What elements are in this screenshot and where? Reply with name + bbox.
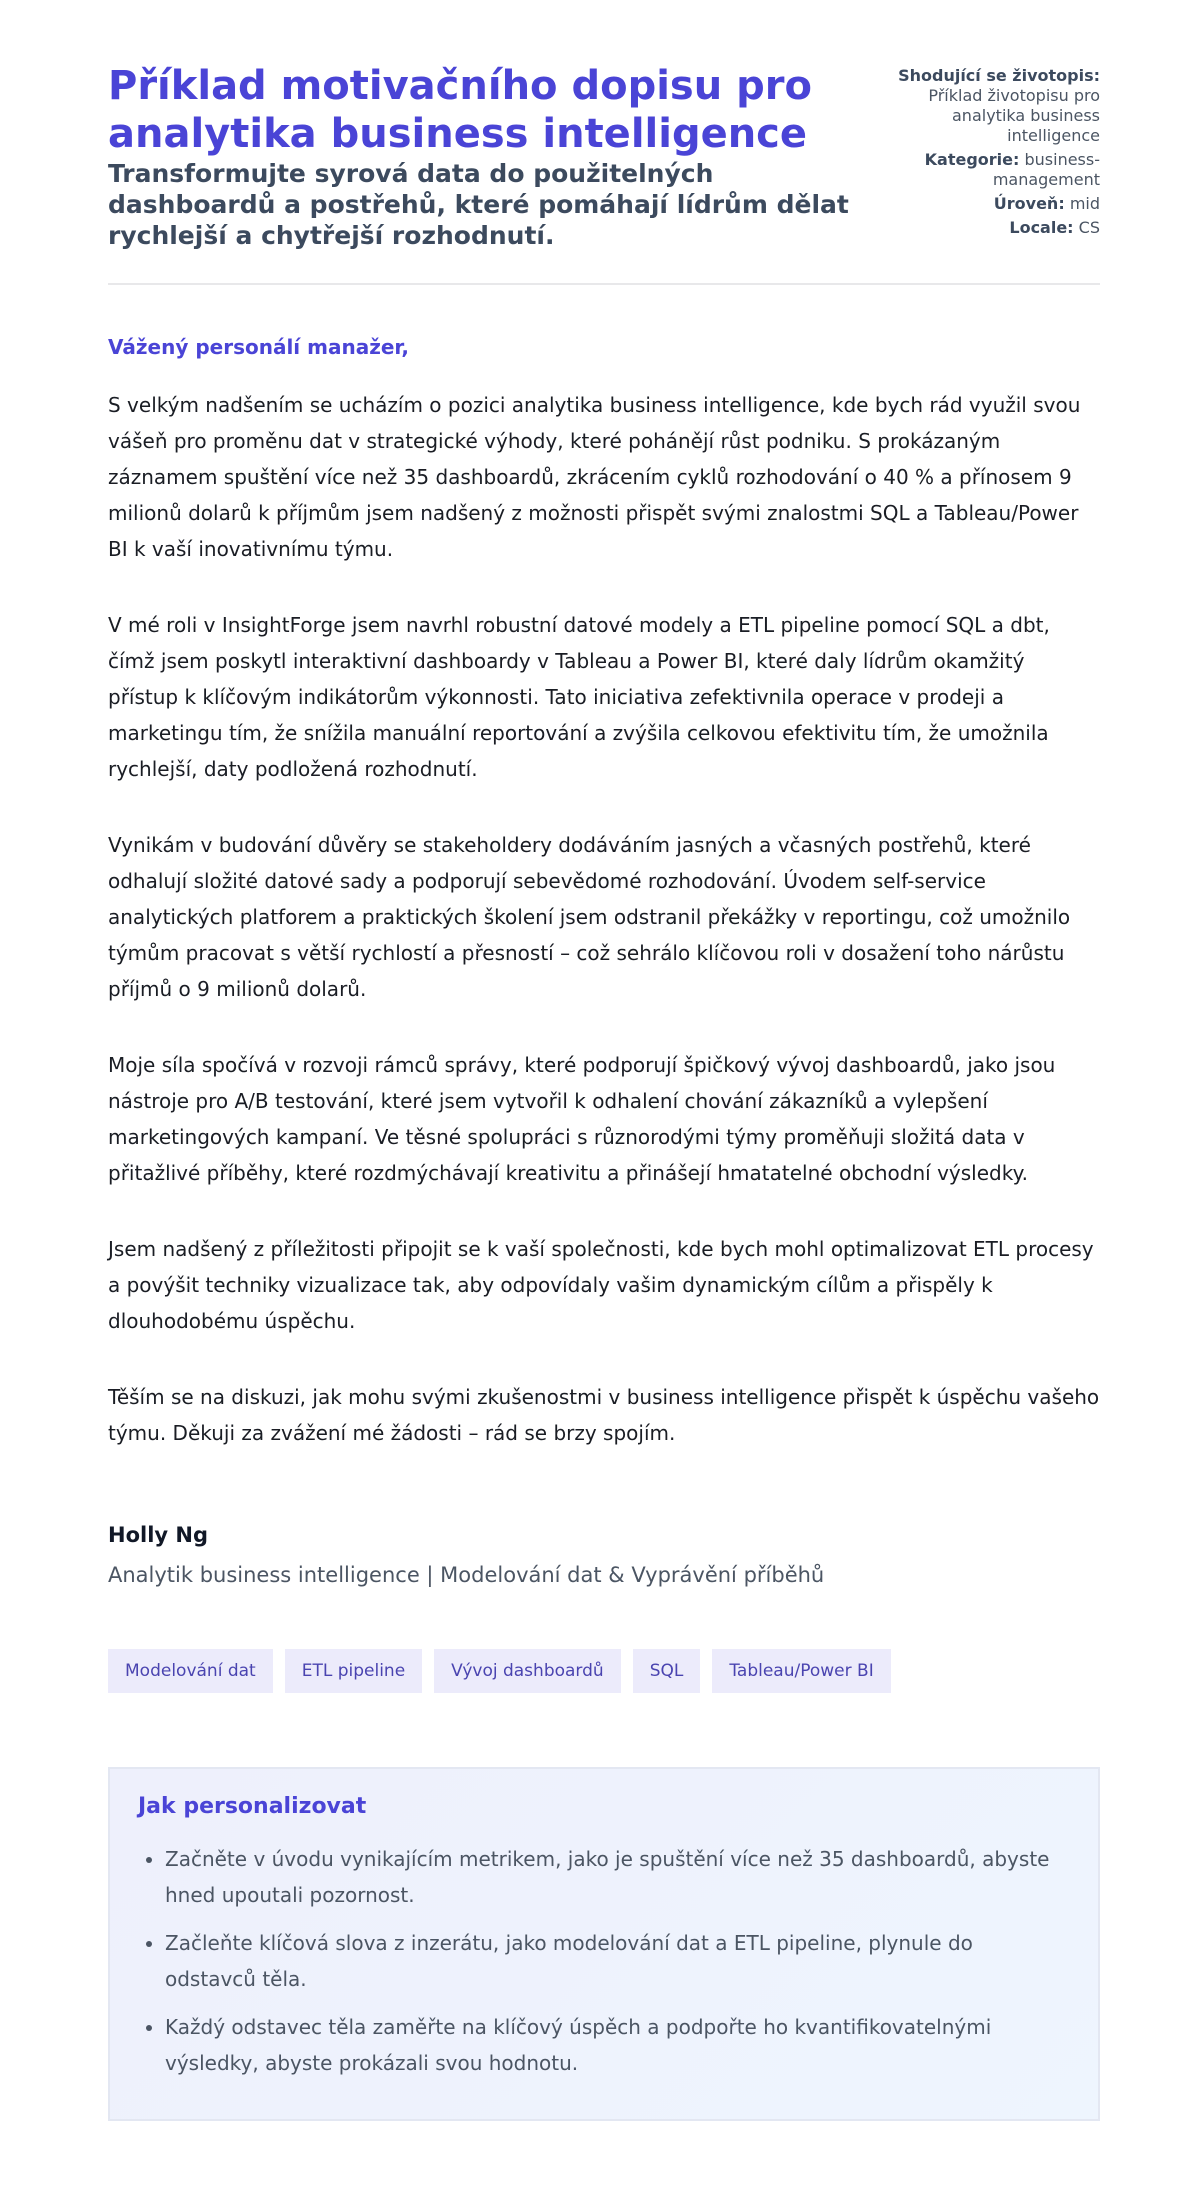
personalization-tips-box bbox=[108, 1767, 1100, 2121]
meta-category-value: business-management bbox=[992, 150, 1100, 189]
letter-paragraph: Jsem nadšený z příležitosti připojit se k vaší společnosti, kde bych mohl optimalizovat ETL procesy a povýšit techniky vizualizace tak, aby odpovídaly vašim dynamickým cílům a přispěly k dlouhodobému úspěchu. bbox=[108, 1237, 1094, 1333]
meta-level-label: Úroveň: bbox=[993, 194, 1065, 213]
page-title: Příklad motivačního dopisu pro analytika business intelligence bbox=[108, 63, 812, 157]
meta-resume-value: Příklad životopisu pro analytika business intelligence bbox=[928, 86, 1100, 145]
letter-paragraph: Vynikám v budování důvěry se stakeholdery dodáváním jasných a včasných postřehů, které odhalují složité datové sady a podporují sebevědomé rozhodování. Úvodem self-service analytických platforem a praktických školení jsem odstranil překážky v reportingu, což umožnilo týmům pracovat s větší rychlostí a přesností – což sehrálo klíčovou roli v dosažení toho nárůstu příjmů o 9 milionů dolarů. bbox=[108, 833, 1071, 1001]
tip-item: • Začněte v úvodu vynikajícím metrikem, jako je spuštění více než 35 dashboardů, abyste hned upoutali pozornost. bbox=[165, 1841, 1070, 1913]
skill-tag: Vývoj dashboardů bbox=[434, 1649, 621, 1693]
letter-paragraph: S velkým nadšením se ucházím o pozici analytika business intelligence, kde bych rád využil svou vášeň pro proměnu dat v strategické výhody, které pohánějí růst podniku. S prokázaným záznamem spuštění více než 35 dashboardů, zkrácením cyklů rozhodování o 40 % a přínosem 9 milionů dolarů k příjmům jsem nadšený z možnosti přispět svými znalostmi SQL a Tableau/Power BI k vaší inovativnímu týmu. bbox=[108, 393, 1081, 561]
meta-locale-value: CS bbox=[1078, 218, 1100, 237]
signature-title: Analytik business intelligence | Modelování dat & Vyprávění příběhů bbox=[108, 1563, 825, 1587]
letter-body bbox=[108, 333, 1100, 1451]
meta-locale bbox=[854, 218, 1100, 238]
letter-paragraph: Těším se na diskuzi, jak mohu svými zkušenostmi v business intelligence přispět k úspěchu vašeho týmu. Děkuji za zvážení mé žádosti – rád se brzy spojím. bbox=[108, 1385, 1100, 1445]
meta-panel bbox=[854, 66, 1100, 242]
header-titles bbox=[108, 62, 854, 251]
salutation: Vážený personálí manažer, bbox=[108, 335, 409, 359]
meta-locale-label: Locale: bbox=[1009, 218, 1074, 237]
signature-block bbox=[108, 1521, 1100, 1589]
skill-tag: Modelování dat bbox=[108, 1649, 273, 1693]
signature-name: Holly Ng bbox=[108, 1523, 209, 1547]
skill-tag: SQL bbox=[633, 1649, 701, 1693]
page-subtitle: Transformujte syrová data do použitelných dashboardů a postřehů, které pomáhají lídrům dělat rychlejší a chytřejší rozhodnutí. bbox=[108, 159, 849, 250]
tips-title: Jak personalizovat bbox=[138, 1794, 367, 1819]
letter-paragraph: Moje síla spočívá v rozvoji rámců správy, které podporují špičkový vývoj dashboardů, jako jsou nástroje pro A/B testování, které jsem vytvořil k odhalení chování zákazníků a vylepšení marketingových kampaní. Ve těsné spolupráci s různorodými týmy proměňuji složitá data v přitažlivé příběhy, které rozdmýchávají kreativitu a přinášejí hmatatelné obchodní výsledky. bbox=[108, 1053, 1056, 1185]
meta-resume-label: Shodující se životopis: bbox=[898, 66, 1100, 85]
meta-level-value: mid bbox=[1069, 194, 1100, 213]
tip-item: • Každý odstavec těla zaměřte na klíčový úspěch a podpořte ho kvantifikovatelnými výsledky, abyste prokázali svou hodnotu. bbox=[165, 2009, 1070, 2081]
tips-list bbox=[138, 1841, 1070, 2081]
meta-matching-resume bbox=[854, 66, 1100, 146]
header-divider bbox=[108, 283, 1100, 285]
meta-category bbox=[854, 150, 1100, 190]
meta-category-label: Kategorie: bbox=[924, 150, 1020, 169]
meta-level bbox=[854, 194, 1100, 214]
tip-item: • Začleňte klíčová slova z inzerátu, jako modelování dat a ETL pipeline, plynule do odstavců těla. bbox=[165, 1925, 1070, 1997]
page-header bbox=[108, 62, 1100, 251]
letter-paragraph: V mé roli v InsightForge jsem navrhl robustní datové modely a ETL pipeline pomocí SQL a dbt, čímž jsem poskytl interaktivní dashboardy v Tableau a Power BI, které daly lídrům okamžitý přístup k klíčovým indikátorům výkonnosti. Tato iniciativa zefektivnila operace v prodeji a marketingu tím, že snížila manuální reportování a zvýšila celkovou efektivitu tím, že umožnila rychlejší, daty podložená rozhodnutí. bbox=[108, 613, 1050, 781]
skill-tag: ETL pipeline bbox=[285, 1649, 422, 1693]
skill-tag: Tableau/Power BI bbox=[712, 1649, 890, 1693]
skill-tags bbox=[108, 1649, 1100, 1693]
